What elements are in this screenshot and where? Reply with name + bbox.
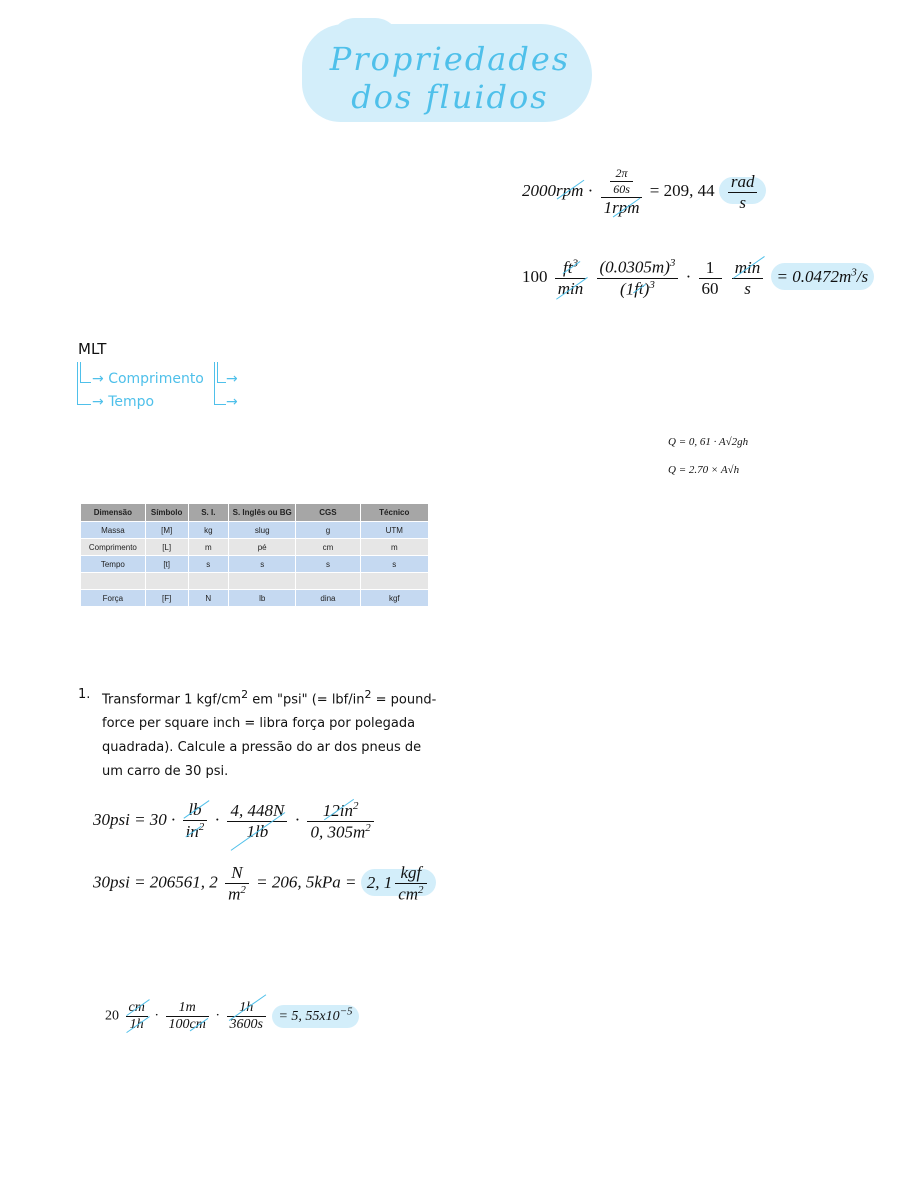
exercise-number: 1. bbox=[78, 687, 91, 702]
psi-result: 2, 1 $\frac{\text{kgf}}{cm^2}$ bbox=[361, 869, 436, 896]
mlt-bracket-4 bbox=[214, 362, 226, 405]
units-table bbox=[80, 503, 429, 607]
mlt-heading: MLT bbox=[78, 340, 107, 358]
flow-result: = $0.0472m^3/s$ bbox=[771, 263, 875, 290]
mlt-bracket-2 bbox=[77, 362, 91, 405]
rpm-fraction: $\frac{\frac{2\pi}{60s}}{\text{1rpm}}$ bbox=[601, 166, 643, 218]
psi-equation-2: 30psi = 206561, 2 $\frac{N}{m^2}$ = 206, 5kPa = 2, 1 $\frac{\text{kgf}}{cm^2}$ bbox=[93, 863, 436, 905]
page-title: Propriedades dos fluidos bbox=[329, 40, 571, 116]
table-row: Comprimento [L] m pé cm m bbox=[81, 539, 429, 556]
table-row: Tempo [t] s s s s bbox=[81, 556, 429, 573]
formula-q1: Q = 0, 61 · A√2gh bbox=[668, 436, 749, 448]
mlt-arrow-3: → bbox=[226, 371, 238, 387]
units-table-header: Dimensão Símbolo S. I. S. Inglês ou BG CGS Técnico bbox=[81, 504, 429, 522]
psi-equation-1: 30psi = 30 · $\frac{lb}{in^2}$ · $\frac{4, 448N}{1lb}$ · $\frac{12in^2}{0, 305m^2}$ bbox=[93, 800, 377, 842]
mlt-item-comprimento: → Comprimento bbox=[92, 371, 204, 387]
table-row bbox=[81, 573, 429, 590]
flow-conversion: 100 $\frac{ft^3}{\min}$ $\frac{(0.0305m)^3}{(1ft)^3}$ · $\frac{1}{60}$ $\frac{\min}{s}$ = $0.0472m^3/s$ bbox=[522, 257, 874, 299]
speed-result: = 5, $55x10^{-5}$ bbox=[272, 1005, 358, 1028]
table-row: Força [F] N lb dina kgf bbox=[81, 590, 429, 607]
rpm-equals: = 209, 44 bbox=[649, 180, 715, 200]
table-row: Massa [M] kg slug g UTM bbox=[81, 522, 429, 539]
mlt-item-tempo: → Tempo bbox=[92, 394, 155, 410]
rpm-value: 2000 bbox=[522, 180, 556, 200]
exercise-text: Transformar 1 kgf/$cm^2$ em "psi" (= lbf/$in^2$ = pound-force per square inch = libra força por polegada quadrada). Calcule a pressão do ar dos pneus de um carro de 30 psi. bbox=[102, 688, 437, 780]
rpm-conversion: 2000rpm · $\frac{\frac{2\pi}{60s}}{\text{1rpm}}$ = 209, 44 $\frac{\text{rad}}{s}$ bbox=[522, 166, 766, 218]
exercise-1 bbox=[78, 683, 440, 784]
rpm-result: $\frac{\text{rad}}{s}$ bbox=[719, 177, 767, 204]
formula-q2: Q = 2.70 × A√h bbox=[668, 464, 740, 476]
speed-conversion: 20 $\frac{cm}{1h}$ · $\frac{1m}{100cm}$ · $\frac{1h}{3600s}$ = 5, $55x10^{-5}$ bbox=[105, 1000, 359, 1033]
mlt-arrow-4: → bbox=[226, 394, 238, 410]
rpm-unit: rpm bbox=[556, 180, 584, 200]
